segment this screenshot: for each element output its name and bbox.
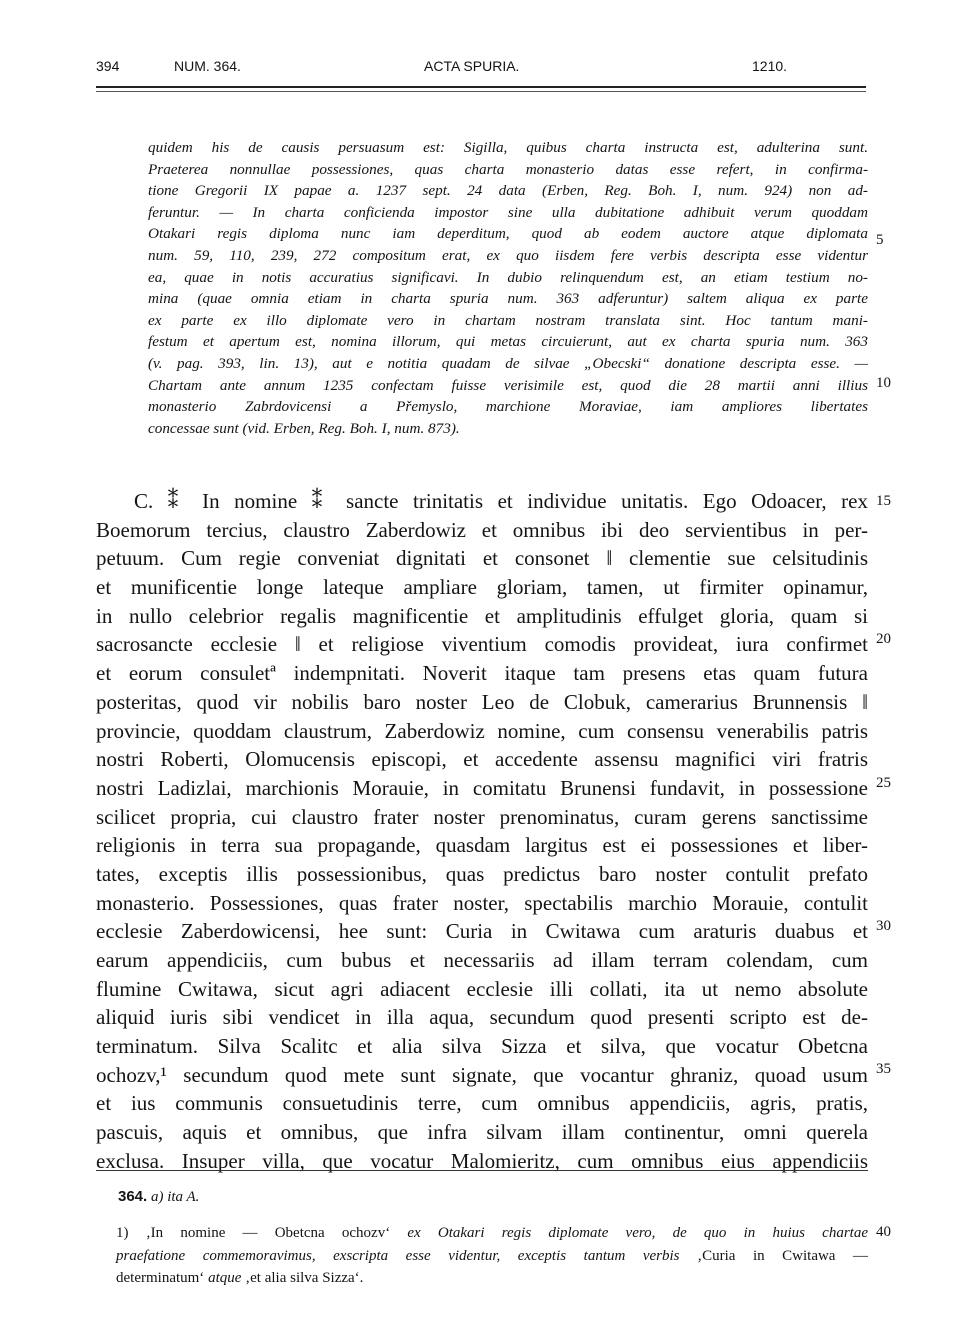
text-line: terminatum. Silva Scalitc et alia silva Sizza et silva, que vocatur Obetcna xyxy=(96,1034,868,1059)
text-line: monasterio. Possessiones, quas frater noster, spectabilis marchio Morauie, contulit xyxy=(96,890,868,915)
footnote-1 xyxy=(116,1222,868,1290)
text-line: scilicet propria, cui claustro frater noster prenominatus, curam gerens sanctissime xyxy=(96,804,868,829)
text-line: ochozv,¹ secundum quod mete sunt signate, que vocantur ghraniz, quoad usum xyxy=(96,1062,868,1087)
text-line: aliquid iuris sibi vendicet in illa aqua, secundum quod presenti scripto est de- xyxy=(96,1005,868,1030)
text-line: petuum. Cum regie conveniat dignitati et consonet ‖ clementie sue celsitudinis xyxy=(96,546,868,571)
text-line: provincie, quoddam claustrum, Zaberdowiz nomine, cum consensu venerabilis patris xyxy=(96,718,868,743)
header-rule xyxy=(96,86,866,88)
line-number: 20 xyxy=(876,631,891,647)
commentary-line: tione Gregorii IX papae a. 1237 sept. 24 data (Erben, Reg. Boh. I, num. 924) non ad- xyxy=(148,182,868,200)
footnote-rule xyxy=(96,1170,868,1171)
line-number: 35 xyxy=(876,1061,891,1077)
text-line: C. ⁑ In nomine ⁑ sancte trinitatis et individue unitatis. Ego Odoacer, rex xyxy=(134,489,868,513)
page-number: 394 xyxy=(96,58,120,74)
text-line: et ius communis consuetudinis terre, cum omnibus appendiciis, agris, pratis, xyxy=(96,1091,868,1116)
line-number: 10 xyxy=(876,375,891,391)
commentary-line: mina (quae omnia etiam in charta spuria num. 363 adferuntur) saltem aliqua ex parte xyxy=(148,290,868,308)
header-rule-thin xyxy=(96,91,866,92)
running-header xyxy=(96,58,866,80)
text-line: sacrosancte ecclesie ‖ et religiose viventium comodis provideat, iura confirmet xyxy=(96,632,868,657)
text-line: flumine Cwitawa, sicut agri adiacent ecclesie illi collati, ita ut nemo absolute xyxy=(96,976,868,1001)
text-line: in nullo celebrior regalis magnificentie et amplitudinis effulget gloria, quam si xyxy=(96,603,868,628)
footnote-line: 1) ‚In nomine — Obetcna ochozv‘ ex Otakari regis diplomate vero, de quo in huius chartae xyxy=(116,1225,868,1241)
commentary-block xyxy=(148,137,868,439)
commentary-line: concessae sunt (vid. Erben, Reg. Boh. I, num. 873). xyxy=(148,419,460,437)
commentary-line: ex parte ex illo diplomate vero in chartam nostram translata sint. Hoc tantum mani- xyxy=(148,311,868,329)
line-number: 15 xyxy=(876,493,891,509)
text-line: posteritas, quod vir nobilis baro noster Leo de Clobuk, camerarius Brunnensis ‖ xyxy=(96,689,868,714)
charter-text xyxy=(96,487,868,1176)
commentary-line: Otakari regis diploma nunc iam deperditum, quod ab eodem auctore atque diplomata xyxy=(148,225,868,243)
line-number: 5 xyxy=(876,232,884,248)
year: 1210. xyxy=(752,58,788,74)
footnote-a-text: a) ita A. xyxy=(150,1189,200,1205)
text-line: religionis in terra sua propagande, quasdam largitus est ei possessiones et liber- xyxy=(96,833,868,858)
text-line: nostri Roberti, Olomucensis episcopi, et accedente assensu magnifici viri fratris xyxy=(96,747,868,772)
text-line: Boemorum tercius, claustro Zaberdowiz et omnibus ibi deo servientibus in per- xyxy=(96,517,868,542)
section-title: ACTA SPURIA. xyxy=(424,58,520,74)
commentary-line: Praeterea nonnullae possessiones, quas charta monasterio datas esse refert, in confirma- xyxy=(148,160,868,178)
commentary-line: festum et apertum est, nomina illorum, qui metas circuierunt, aut ex charta spuria num. 363 xyxy=(148,333,868,351)
line-number: 25 xyxy=(876,775,891,791)
footnote-a xyxy=(118,1188,199,1206)
footnote-ref: 364. xyxy=(118,1188,148,1205)
text-line: et eorum consuletª indempnitati. Noverit itaque tam presens etas quam futura xyxy=(96,661,868,686)
text-line: pascuis, aquis et omnibus, que infra silvam illam continentur, omni querela xyxy=(96,1120,868,1145)
commentary-line: ea, quae in notis accuratius significavi. In dubio relinquendum est, an etiam testium no- xyxy=(148,268,868,286)
text-line: tates, exceptis illis possessionibus, quas predictus baro noster contulit prefato xyxy=(96,861,868,886)
text-line: ecclesie Zaberdowicensi, hee sunt: Curia in Cwitawa cum araturis duabus et xyxy=(96,919,868,944)
text-line: earum appendiciis, cum bubus et necessariis ad illam terram colendam, cum xyxy=(96,948,868,972)
commentary-line: feruntur. — In charta conficienda impostor sine ulla dubitatione adhibuit verum quoddam xyxy=(148,203,868,221)
document-number: NUM. 364. xyxy=(174,58,241,74)
commentary-line: monasterio Zabrdovicensi a Přemyslo, marchione Moraviae, iam ampliores libertates xyxy=(148,398,868,416)
commentary-line: quidem his de causis persuasum est: Sigilla, quibus charta instructa est, adulterina sunt. xyxy=(148,139,868,156)
text-line: exclusa. Insuper villa, que vocatur Malomieritz, cum omnibus eius appendiciis xyxy=(96,1148,868,1173)
commentary-line: (v. pag. 393, lin. 13), aut e notitia quadam de silvae „Obecski“ donatione descripta esse. — xyxy=(148,354,868,372)
text-line: et munificentie longe lateque ampliare gloriam, tamen, ut firmiter opinamur, xyxy=(96,575,868,600)
line-number: 40 xyxy=(876,1224,891,1240)
footnote-line: determinatum‘ atque ‚et alia silva Sizza‘. xyxy=(116,1270,364,1286)
text-line: nostri Ladizlai, marchionis Morauie, in comitatu Brunensi fundavit, in possessione xyxy=(96,775,868,800)
line-number: 30 xyxy=(876,918,891,934)
footnote-line: praefatione commemoravimus, exscripta esse videntur, exceptis tantum verbis ‚Curia in Cwitawa — xyxy=(116,1247,869,1264)
commentary-line: Chartam ante annum 1235 confectam fuisse verisimile est, quod die 28 martii anni illius xyxy=(148,376,868,394)
commentary-line: num. 59, 110, 239, 272 compositum erat, ex quo iisdem fere verbis descripta esse videntur xyxy=(148,246,868,264)
